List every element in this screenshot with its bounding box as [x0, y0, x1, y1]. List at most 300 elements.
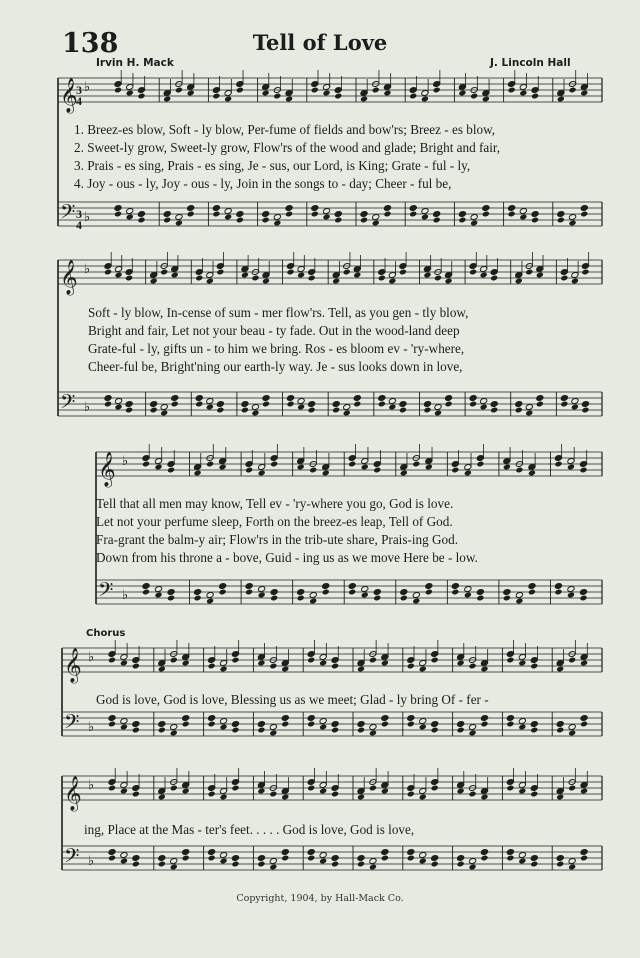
- note-head: [187, 205, 195, 212]
- note-head: [273, 93, 281, 100]
- note-head: [270, 461, 278, 468]
- lyric-line: 1. Breez-es blow, Soft - ly blow, Per-fume of fields and bow'rs; Breez - es blow,: [74, 122, 496, 137]
- note-head: [308, 407, 316, 414]
- note-head: [269, 724, 277, 731]
- note-head: [257, 660, 265, 667]
- note-head: [160, 410, 168, 417]
- time-signature: 3: [76, 207, 82, 221]
- note-head: [369, 785, 377, 792]
- note-head: [433, 87, 441, 94]
- note-head: [120, 724, 128, 731]
- note-head: [360, 211, 368, 218]
- note-head: [170, 724, 178, 731]
- note-head: [270, 595, 278, 602]
- note-head: [195, 401, 203, 408]
- note-head: [383, 90, 391, 97]
- note-head: [407, 791, 415, 798]
- note-head: [220, 852, 228, 859]
- note-head: [319, 660, 327, 667]
- note-head: [258, 592, 266, 599]
- treble-clef-icon: 𝄞: [60, 78, 78, 113]
- note-head: [357, 727, 365, 734]
- note-head: [309, 598, 317, 605]
- note-head: [220, 858, 228, 865]
- note-head: [357, 861, 365, 868]
- note-head: [182, 855, 190, 862]
- note-head: [206, 592, 214, 599]
- note-head: [158, 855, 166, 862]
- note-head: [568, 858, 576, 865]
- note-head: [528, 583, 536, 590]
- note-head: [331, 861, 339, 868]
- note-head: [281, 721, 289, 728]
- note-head: [319, 858, 327, 865]
- note-head: [480, 398, 488, 405]
- note-head: [457, 788, 465, 795]
- note-head: [580, 211, 588, 218]
- note-head: [281, 666, 289, 673]
- note-head: [569, 214, 577, 221]
- note-head: [357, 794, 365, 801]
- note-head: [182, 721, 190, 728]
- note-head: [220, 724, 228, 731]
- note-head: [281, 715, 289, 722]
- flat-sign-icon: ♭: [84, 79, 91, 94]
- note-head: [531, 93, 539, 100]
- note-head: [536, 272, 544, 279]
- note-head: [331, 855, 339, 862]
- note-head: [445, 395, 453, 402]
- note-head: [231, 721, 239, 728]
- note-head: [560, 401, 568, 408]
- note-head: [568, 785, 576, 792]
- note-head: [480, 849, 488, 856]
- note-head: [528, 470, 536, 477]
- note-head: [353, 395, 361, 402]
- note-head: [421, 214, 429, 221]
- note-head: [273, 214, 281, 221]
- note-head: [208, 855, 216, 862]
- note-head: [236, 217, 244, 224]
- note-head: [506, 721, 514, 728]
- note-head: [353, 401, 361, 408]
- note-head: [381, 660, 389, 667]
- note-head: [187, 211, 195, 218]
- note-head: [262, 395, 270, 402]
- note-head: [421, 96, 429, 103]
- note-head: [158, 727, 166, 734]
- note-head: [208, 715, 216, 722]
- note-head: [373, 467, 381, 474]
- note-head: [285, 96, 293, 103]
- note-head: [297, 398, 305, 405]
- note-head: [115, 398, 123, 405]
- note-head: [431, 861, 439, 868]
- note-head: [241, 401, 249, 408]
- note-head: [220, 666, 228, 673]
- note-head: [269, 791, 277, 798]
- note-head: [334, 217, 342, 224]
- note-head: [425, 464, 433, 471]
- note-head: [515, 278, 523, 285]
- note-head: [163, 96, 171, 103]
- note-head: [332, 278, 340, 285]
- note-head: [287, 395, 295, 402]
- note-head: [307, 785, 315, 792]
- note-head: [245, 589, 253, 596]
- note-head: [567, 586, 575, 593]
- note-head: [208, 663, 216, 670]
- note-head: [407, 721, 415, 728]
- note-head: [319, 788, 327, 795]
- note-head: [569, 220, 577, 227]
- note-head: [409, 205, 417, 212]
- note-head: [381, 855, 389, 862]
- note-head: [530, 727, 538, 734]
- note-head: [508, 87, 516, 94]
- note-head: [262, 211, 270, 218]
- note-head: [469, 395, 477, 402]
- note-head: [419, 852, 427, 859]
- note-head: [158, 666, 166, 673]
- note-head: [114, 205, 122, 212]
- note-head: [108, 715, 116, 722]
- note-head: [308, 275, 316, 282]
- note-head: [388, 404, 396, 411]
- note-head: [425, 589, 433, 596]
- note-head: [269, 663, 277, 670]
- note-head: [206, 404, 214, 411]
- note-head: [262, 278, 270, 285]
- note-head: [372, 87, 380, 94]
- note-head: [469, 858, 477, 865]
- note-head: [212, 205, 220, 212]
- note-head: [231, 727, 239, 734]
- note-head: [216, 401, 224, 408]
- note-head: [262, 217, 270, 224]
- note-head: [311, 211, 319, 218]
- treble-clef-icon: 𝄞: [64, 776, 82, 811]
- note-head: [208, 849, 216, 856]
- note-head: [245, 583, 253, 590]
- lyric-line: Tell that all men may know, Tell ev - 'ry-where you go, God is love.: [96, 496, 454, 511]
- note-head: [323, 208, 331, 215]
- note-head: [571, 278, 579, 285]
- note-head: [273, 220, 281, 227]
- note-head: [388, 398, 396, 405]
- note-head: [518, 660, 526, 667]
- flat-sign-icon: ♭: [84, 399, 91, 414]
- note-head: [469, 730, 477, 737]
- flat-sign-icon: ♭: [88, 777, 95, 792]
- note-head: [281, 794, 289, 801]
- note-head: [137, 211, 145, 218]
- lyric-line: 3. Prais - es sing, Prais - es sing, Je - sus, our Lord, is King; Grate - ful - ly,: [74, 158, 471, 173]
- note-head: [115, 404, 123, 411]
- note-head: [353, 272, 361, 279]
- note-head: [469, 724, 477, 731]
- note-head: [182, 715, 190, 722]
- note-head: [360, 217, 368, 224]
- note-head: [285, 205, 293, 212]
- note-head: [224, 214, 232, 221]
- note-head: [167, 589, 175, 596]
- note-head: [469, 791, 477, 798]
- note-head: [285, 211, 293, 218]
- note-head: [400, 595, 408, 602]
- lyric-line: 4. Joy - ous - ly, Joy - ous - ly, Join in the songs to - day; Cheer - ful be,: [74, 176, 452, 191]
- note-head: [195, 395, 203, 402]
- note-head: [400, 470, 408, 477]
- note-head: [431, 721, 439, 728]
- note-head: [241, 407, 249, 414]
- note-head: [307, 849, 315, 856]
- note-head: [175, 87, 183, 94]
- note-head: [208, 791, 216, 798]
- note-head: [187, 90, 195, 97]
- note-head: [270, 589, 278, 596]
- note-head: [434, 275, 442, 282]
- note-head: [348, 583, 356, 590]
- note-head: [108, 657, 116, 664]
- note-head: [137, 93, 145, 100]
- treble-clef-icon: 𝄞: [98, 452, 116, 487]
- note-head: [383, 205, 391, 212]
- note-head: [216, 269, 224, 276]
- note-head: [212, 93, 220, 100]
- note-head: [163, 217, 171, 224]
- note-head: [530, 663, 538, 670]
- note-head: [219, 583, 227, 590]
- note-head: [451, 583, 459, 590]
- note-head: [322, 589, 330, 596]
- note-head: [343, 269, 351, 276]
- bass-clef-icon: 𝄢: [60, 390, 76, 418]
- note-head: [331, 721, 339, 728]
- note-head: [269, 730, 277, 737]
- note-head: [508, 211, 516, 218]
- note-head: [515, 407, 523, 414]
- note-head: [348, 589, 356, 596]
- note-head: [480, 272, 488, 279]
- note-head: [556, 855, 564, 862]
- note-head: [568, 657, 576, 664]
- note-head: [231, 855, 239, 862]
- note-head: [195, 275, 203, 282]
- note-head: [525, 410, 533, 417]
- note-head: [357, 855, 365, 862]
- note-head: [458, 90, 466, 97]
- note-head: [331, 663, 339, 670]
- note-head: [571, 404, 579, 411]
- note-head: [251, 404, 259, 411]
- note-head: [531, 211, 539, 218]
- time-signature: 4: [76, 218, 82, 232]
- note-head: [231, 861, 239, 868]
- note-head: [357, 666, 365, 673]
- note-head: [425, 583, 433, 590]
- note-head: [580, 855, 588, 862]
- note-head: [431, 855, 439, 862]
- note-head: [480, 404, 488, 411]
- note-head: [208, 721, 216, 728]
- note-head: [476, 461, 484, 468]
- note-head: [194, 589, 202, 596]
- note-head: [163, 211, 171, 218]
- note-head: [518, 788, 526, 795]
- note-head: [369, 657, 377, 664]
- note-head: [108, 721, 116, 728]
- note-head: [115, 272, 123, 279]
- note-head: [361, 464, 369, 471]
- note-head: [518, 852, 526, 859]
- note-head: [108, 855, 116, 862]
- note-head: [445, 401, 453, 408]
- note-head: [470, 220, 478, 227]
- note-head: [433, 217, 441, 224]
- note-head: [281, 849, 289, 856]
- note-head: [236, 211, 244, 218]
- note-head: [126, 90, 134, 97]
- note-head: [445, 278, 453, 285]
- note-head: [490, 401, 498, 408]
- note-head: [194, 470, 202, 477]
- note-head: [482, 96, 490, 103]
- note-head: [457, 660, 465, 667]
- note-head: [104, 395, 112, 402]
- note-head: [469, 864, 477, 871]
- note-head: [476, 595, 484, 602]
- note-head: [125, 401, 133, 408]
- note-head: [126, 208, 134, 215]
- note-head: [132, 861, 140, 868]
- note-head: [580, 205, 588, 212]
- note-head: [580, 849, 588, 856]
- note-head: [388, 278, 396, 285]
- note-head: [231, 657, 239, 664]
- note-head: [508, 205, 516, 212]
- note-head: [557, 211, 565, 218]
- note-head: [581, 269, 589, 276]
- note-head: [269, 864, 277, 871]
- flat-sign-icon: ♭: [122, 587, 129, 602]
- note-head: [287, 401, 295, 408]
- note-head: [155, 592, 163, 599]
- note-head: [431, 727, 439, 734]
- note-head: [167, 595, 175, 602]
- note-head: [423, 407, 431, 414]
- note-head: [412, 461, 420, 468]
- note-head: [251, 410, 259, 417]
- note-head: [554, 461, 562, 468]
- note-head: [530, 721, 538, 728]
- note-head: [114, 211, 122, 218]
- note-head: [334, 93, 342, 100]
- note-head: [536, 395, 544, 402]
- flat-sign-icon: ♭: [88, 853, 95, 868]
- note-head: [378, 275, 386, 282]
- note-head: [503, 589, 511, 596]
- note-head: [269, 858, 277, 865]
- note-head: [568, 724, 576, 731]
- note-head: [120, 718, 128, 725]
- lyric-line: Cheer-ful be, Bright'ning our earth-ly way. Je - sus looks down in love,: [88, 359, 463, 374]
- note-head: [419, 858, 427, 865]
- note-head: [158, 861, 166, 868]
- note-head: [476, 589, 484, 596]
- lyric-line: Grate-ful - ly, gifts un - to him we bring. Ros - es bloom ev - 'ry-where,: [88, 341, 465, 356]
- note-head: [120, 858, 128, 865]
- note-head: [519, 214, 527, 221]
- note-head: [506, 849, 514, 856]
- note-head: [182, 660, 190, 667]
- lyric-line: God is love, God is love, Blessing us as we meet; Glad - ly bring Of - fer -: [96, 692, 489, 707]
- note-head: [231, 785, 239, 792]
- note-head: [407, 715, 415, 722]
- note-head: [580, 721, 588, 728]
- note-head: [142, 589, 150, 596]
- note-head: [262, 90, 270, 97]
- note-head: [297, 272, 305, 279]
- note-head: [262, 401, 270, 408]
- note-head: [431, 657, 439, 664]
- note-head: [518, 718, 526, 725]
- note-head: [400, 589, 408, 596]
- note-head: [470, 93, 478, 100]
- note-head: [458, 217, 466, 224]
- note-head: [531, 217, 539, 224]
- note-head: [369, 724, 377, 731]
- note-head: [309, 592, 317, 599]
- note-head: [580, 788, 588, 795]
- note-head: [421, 208, 429, 215]
- note-head: [372, 220, 380, 227]
- note-head: [451, 589, 459, 596]
- note-head: [399, 407, 407, 414]
- bass-clef-icon: 𝄢: [64, 844, 80, 872]
- note-head: [120, 788, 128, 795]
- note-head: [373, 595, 381, 602]
- note-head: [378, 401, 386, 408]
- note-head: [297, 595, 305, 602]
- note-head: [104, 401, 112, 408]
- note-head: [506, 785, 514, 792]
- note-head: [258, 470, 266, 477]
- note-head: [571, 398, 579, 405]
- note-head: [525, 269, 533, 276]
- flat-sign-icon: ♭: [88, 649, 95, 664]
- note-head: [361, 586, 369, 593]
- note-head: [309, 467, 317, 474]
- note-head: [528, 589, 536, 596]
- note-head: [224, 208, 232, 215]
- note-head: [220, 718, 228, 725]
- note-head: [170, 785, 178, 792]
- note-head: [419, 794, 427, 801]
- note-head: [434, 404, 442, 411]
- note-head: [257, 861, 265, 868]
- composer-credit: J. Lincoln Hall: [490, 57, 571, 69]
- hymn-number: 138: [62, 28, 119, 59]
- note-head: [126, 214, 134, 221]
- note-head: [407, 663, 415, 670]
- note-head: [407, 855, 415, 862]
- note-head: [175, 214, 183, 221]
- note-head: [503, 464, 511, 471]
- note-head: [323, 90, 331, 97]
- note-head: [457, 721, 465, 728]
- note-head: [343, 410, 351, 417]
